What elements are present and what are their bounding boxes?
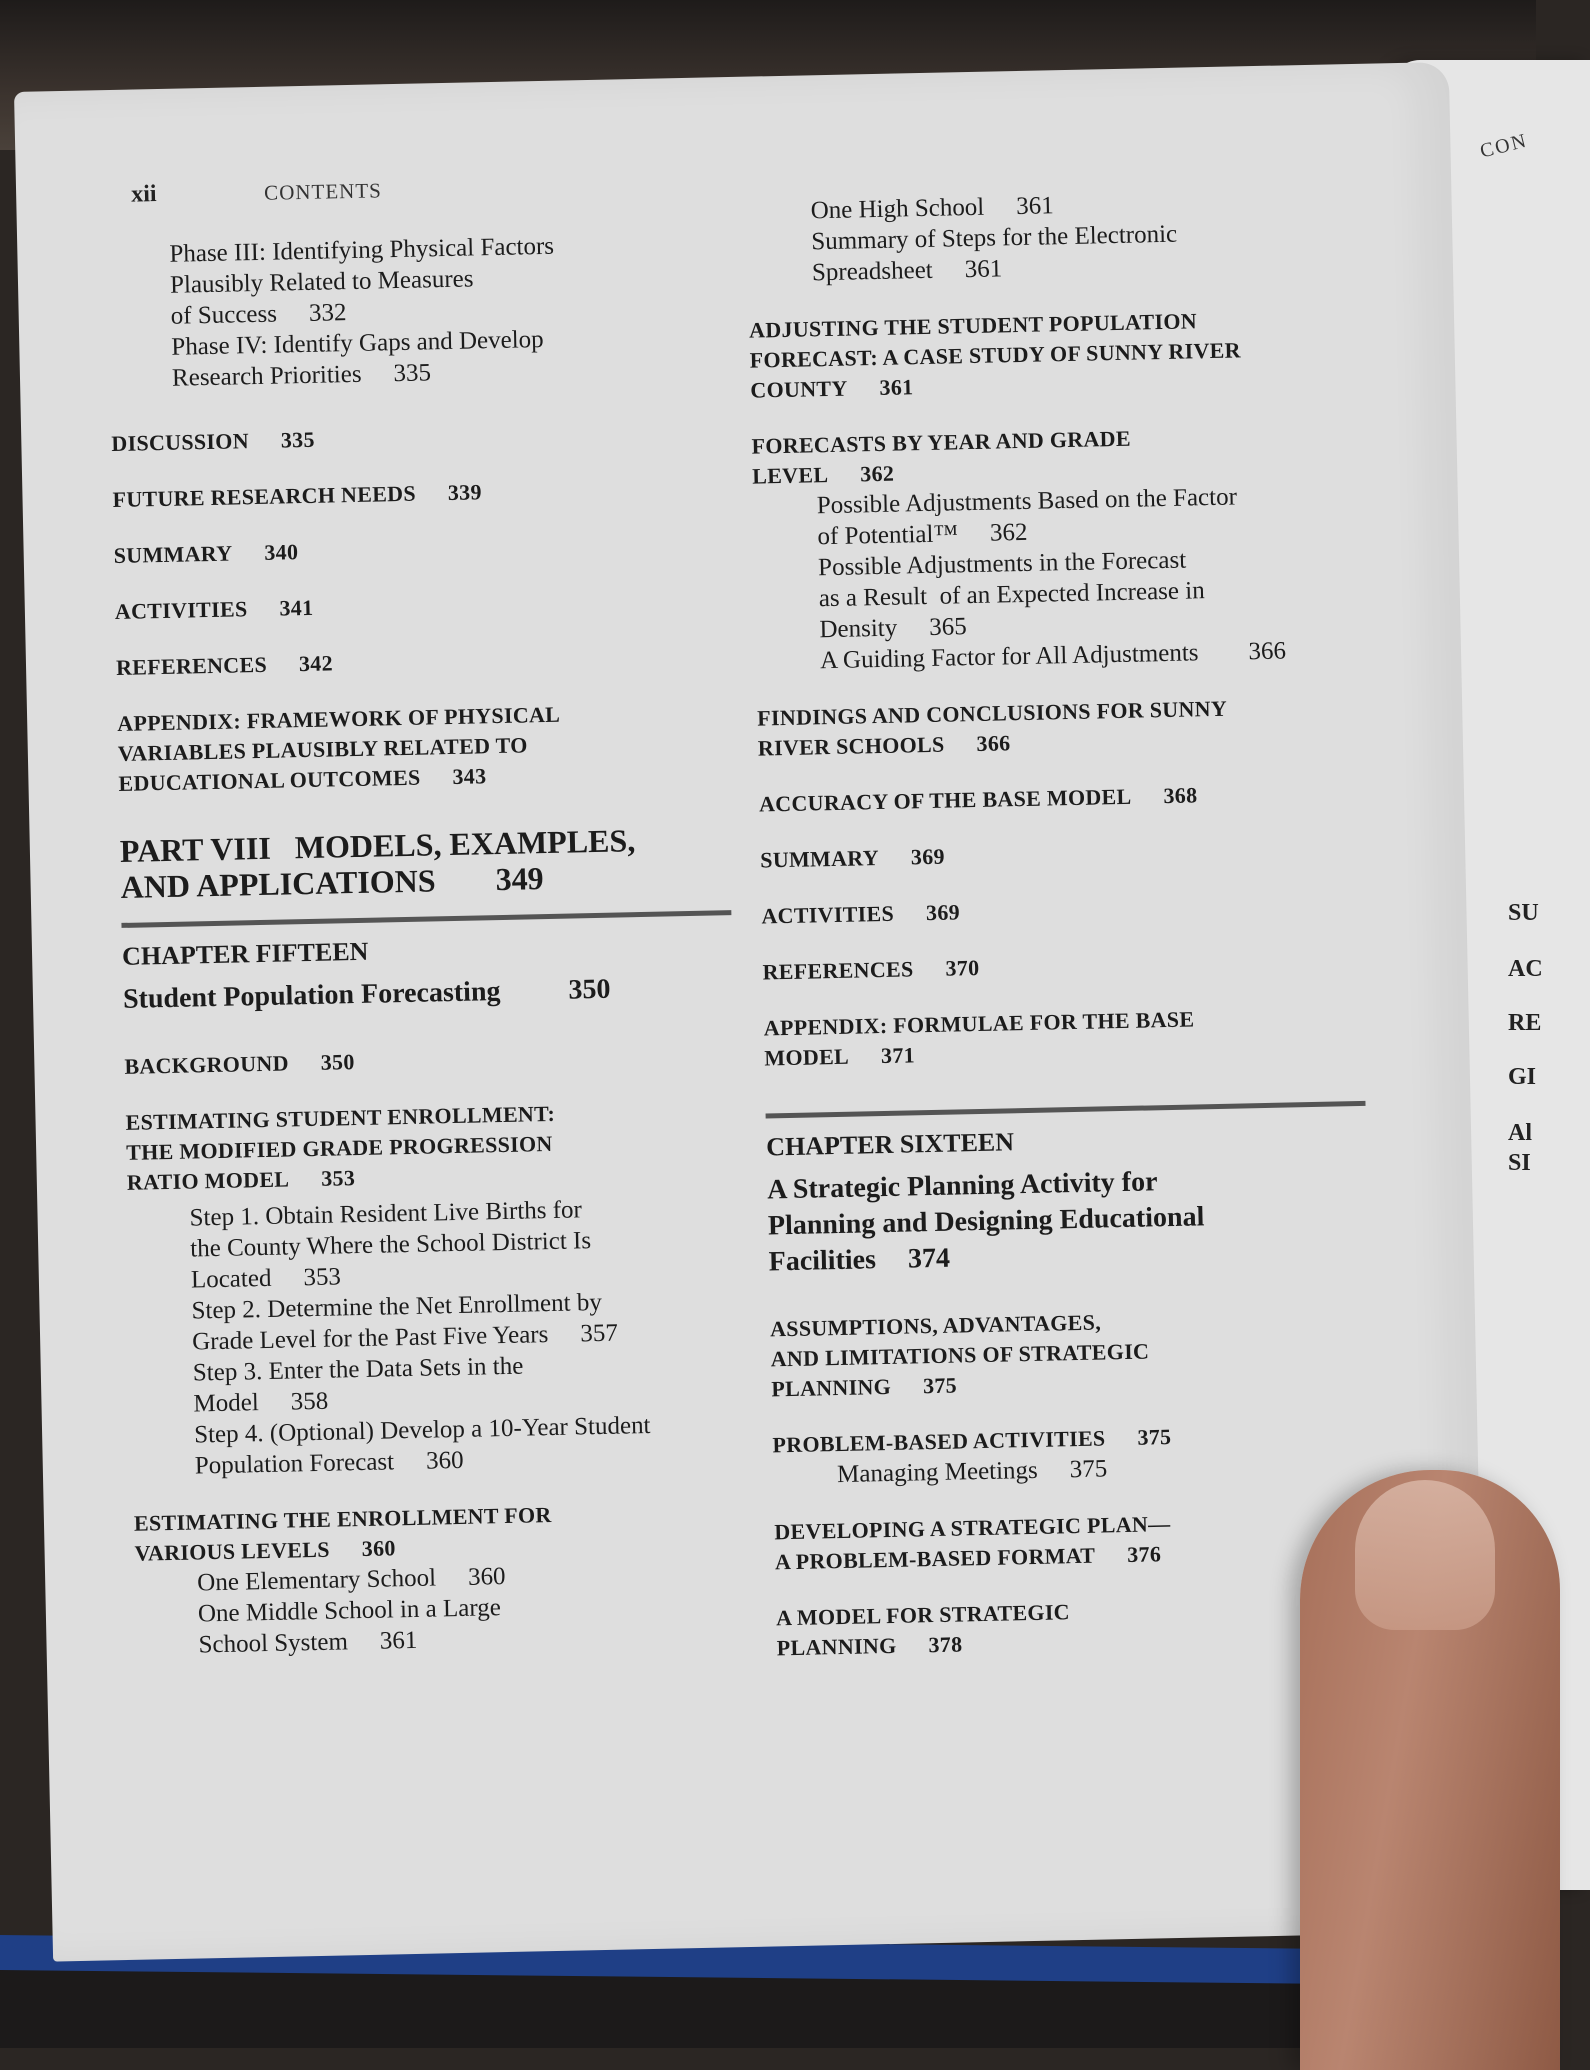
toc-entry: DISCUSSION 335 — [111, 426, 316, 457]
chapter-number: CHAPTER FIFTEEN — [121, 936, 369, 971]
toc-entry: FINDINGS AND CONCLUSIONS FOR SUNNY RIVER SCHOOLS 366 — [757, 695, 1228, 761]
part-heading: PART VIII MODELS, EXAMPLES, AND APPLICATIONS 349 — [119, 822, 636, 905]
divider — [766, 1101, 1366, 1119]
toc-entry: SUMMARY 369 — [759, 843, 946, 873]
toc-entry: A MODEL FOR STRATEGIC PLANNING 378 — [775, 1599, 1071, 1661]
toc-entry: Possible Adjustments in the Forecast as a Result of an Expected Increase in Density 365 — [817, 546, 1205, 644]
toc-entry: FUTURE RESEARCH NEEDS 339 — [112, 479, 483, 513]
toc-entry: A Guiding Factor for All Adjustments 366 — [819, 637, 1287, 675]
right-page-item: SU — [1508, 900, 1539, 926]
toc-entry: Phase IV: Identify Gaps and Develop Research Priorities 335 — [171, 325, 544, 392]
toc-entry: REFERENCES 342 — [115, 650, 334, 680]
toc-entry: Step 1. Obtain Resident Live Births for the County Where the School District Is Located 353 — [189, 1196, 592, 1294]
toc-entry: DEVELOPING A STRATEGIC PLAN— A PROBLEM-BASED FORMAT 376 — [774, 1511, 1171, 1575]
toc-entry: One Elementary School 360 — [196, 1563, 506, 1597]
right-page-item: GI — [1508, 1064, 1537, 1090]
toc-entry: ACCURACY OF THE BASE MODEL 368 — [758, 782, 1198, 817]
thumbnail-nail — [1355, 1480, 1495, 1630]
chapter-title: A Strategic Planning Activity for Planning and Designing Educational Facilities 374 — [766, 1166, 1205, 1278]
toc-entry: SUMMARY 340 — [113, 539, 299, 569]
toc-entry: BACKGROUND 350 — [124, 1049, 355, 1079]
toc-entry: ACTIVITIES 341 — [114, 594, 314, 624]
chapter-title: Student Population Forecasting 350 — [122, 973, 611, 1015]
toc-entry: ESTIMATING THE ENROLLMENT FOR VARIOUS LEVELS 360 — [133, 1502, 552, 1566]
running-header: CONTENTS — [263, 178, 383, 205]
book-page — [14, 62, 1488, 1962]
toc-entry: APPENDIX: FORMULAE FOR THE BASE MODEL 371 — [763, 1006, 1195, 1071]
toc-entry: Step 4. (Optional) Develop a 10-Year Student Population Forecast 360 — [193, 1411, 651, 1480]
page-ref: 332 — [308, 299, 347, 327]
chapter-number: CHAPTER SIXTEEN — [765, 1127, 1015, 1162]
right-page-item: SI — [1508, 1150, 1531, 1176]
right-page-item: Al — [1508, 1120, 1532, 1146]
toc-entry: ACTIVITIES 369 — [761, 899, 961, 929]
right-page-header: CON — [1477, 129, 1531, 163]
right-page-item: RE — [1508, 1010, 1542, 1036]
toc-entry: Step 3. Enter the Data Sets in the Model 358 — [192, 1352, 524, 1418]
toc-entry: PROBLEM-BASED ACTIVITIES 375 — [772, 1424, 1172, 1458]
right-page-item: AC — [1508, 956, 1543, 982]
toc-entry: ESTIMATING STUDENT ENROLLMENT: THE MODIFIED GRADE PROGRESSION RATIO MODEL 353 — [125, 1100, 556, 1195]
toc-left-column — [107, 227, 747, 1661]
toc-entry: Phase III: Identifying Physical Factors Plausibly Related to Measures of Success 332 — [169, 232, 555, 330]
toc-entry: FORECASTS BY YEAR AND GRADE LEVEL 362 — [751, 425, 1132, 489]
divider — [121, 910, 731, 928]
toc-entry: One Middle School in a Large School System 361 — [197, 1594, 502, 1659]
toc-entry: ADJUSTING THE STUDENT POPULATION FORECAST: A CASE STUDY OF SUNNY RIVER COUNTY 361 — [748, 308, 1242, 403]
toc-entry: Possible Adjustments Based on the Factor of Potential™ 362 — [816, 483, 1238, 551]
toc-entry: One High School 361 — [810, 192, 1055, 225]
toc-entry: Summary of Steps for the Electronic Spreadsheet 361 — [811, 220, 1178, 287]
toc-entry: APPENDIX: FRAMEWORK OF PHYSICAL VARIABLES PLAUSIBLY RELATED TO EDUCATIONAL OUTCOMES 343 — [116, 701, 561, 796]
toc-entry: ASSUMPTIONS, ADVANTAGES, AND LIMITATIONS OF STRATEGIC PLANNING 375 — [769, 1309, 1150, 1402]
toc-entry: REFERENCES 370 — [762, 954, 980, 985]
toc-right-column — [746, 184, 1377, 1663]
page-number: xii — [130, 181, 157, 208]
toc-entry: Step 2. Determine the Net Enrollment by Grade Level for the Past Five Years 357 — [191, 1288, 619, 1356]
toc-entry: Managing Meetings 375 — [836, 1455, 1108, 1489]
page-ref: 335 — [393, 359, 432, 388]
